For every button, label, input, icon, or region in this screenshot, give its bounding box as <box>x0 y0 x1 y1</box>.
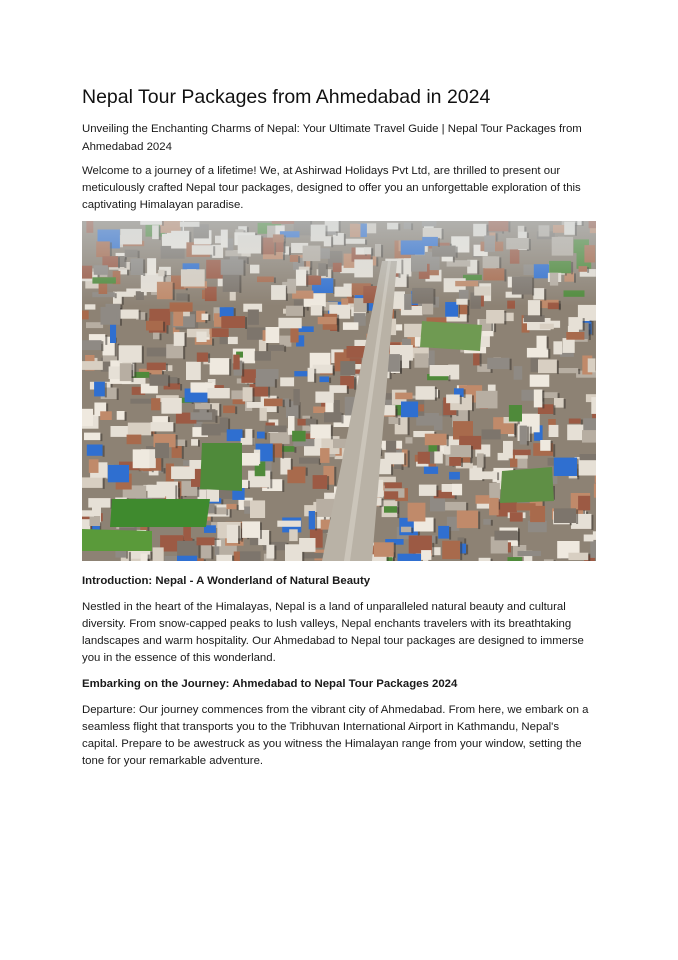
document-page <box>82 84 598 777</box>
city-aerial-illustration <box>82 221 596 561</box>
section-body-journey: Departure: Our journey commences from the vibrant city of Ahmedabad. From here, we embark on a seamless flight that transports you to the Tribhuvan International Airport in Kathmandu, Nepal's capital. Prepare to be awestruck as you witness the Himalayan range from your window, setting the tone for your remarkable adventure. <box>82 704 589 767</box>
section-body-introduction: Nestled in the heart of the Himalayas, Nepal is a land of unparalleled natural beauty and cultural diversity. From snow-capped peaks to lush valleys, Nepal enchants travelers with its breathtaking landscapes and warm hospitality. Our Ahmedabad to Nepal tour packages are designed to immerse you in the essence of this wonderland. <box>82 601 584 664</box>
section-heading-journey: Embarking on the Journey: Ahmedabad to Nepal Tour Packages 2024 <box>82 678 458 690</box>
kathmandu-aerial-photo <box>82 221 596 561</box>
section-heading-introduction: Introduction: Nepal - A Wonderland of Natural Beauty <box>82 575 371 587</box>
intro-paragraph: Welcome to a journey of a lifetime! We, at Ashirwad Holidays Pvt Ltd, are thrilled to present our meticulously crafted Nepal tour packages, designed to offer you an unforgettable exploration of this captivating Himalayan paradise. <box>82 165 581 211</box>
page-subtitle: Unveiling the Enchanting Charms of Nepal: Your Ultimate Travel Guide | Nepal Tour Packages from Ahmedabad 2024 <box>82 123 582 153</box>
page-title: Nepal Tour Packages from Ahmedabad in 2024 <box>82 86 491 108</box>
